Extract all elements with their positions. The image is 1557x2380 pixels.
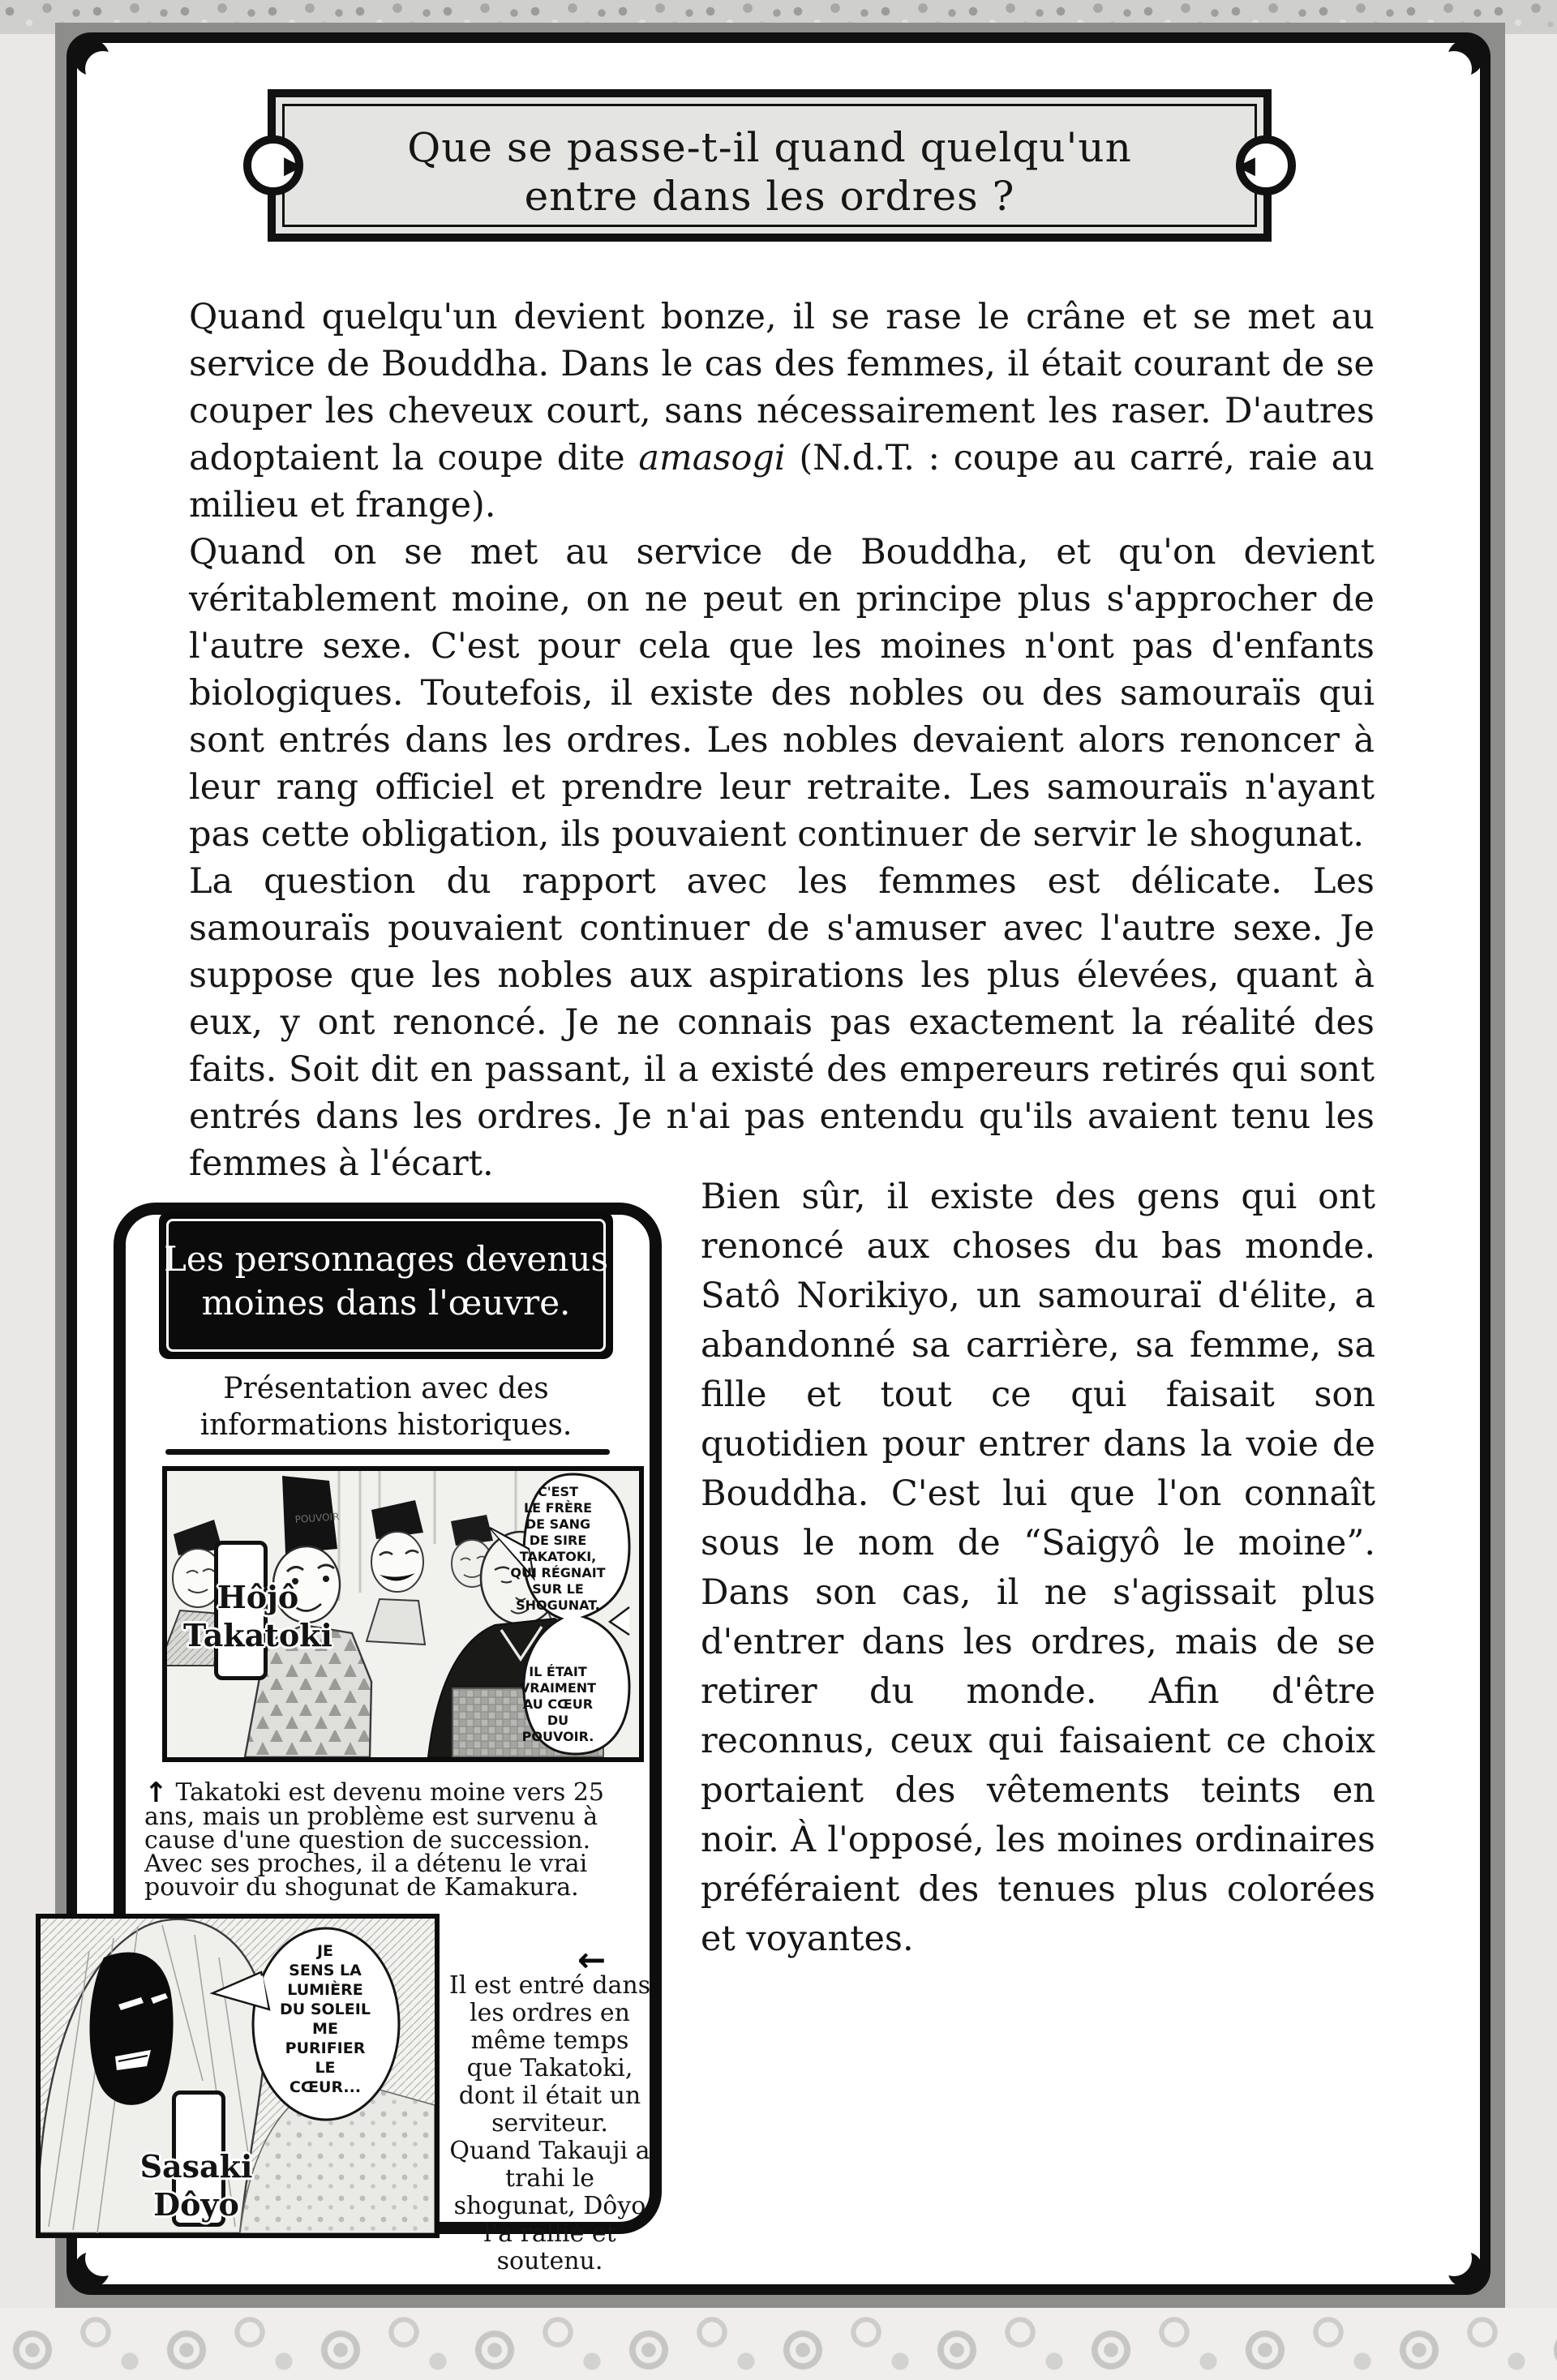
bubble-line: LE (315, 2059, 336, 2077)
bubble-line: SHOGUNAT. (516, 1597, 600, 1613)
bubble-line: DE SIRE (529, 1533, 587, 1548)
courtier-mustache (367, 1500, 425, 1645)
bubble-line: LE FRÈRE (523, 1500, 593, 1516)
bottom-ornament-band (0, 2308, 1557, 2380)
paragraph-3: La question du rapport avec les femmes est délicate. Les samouraïs pouvaient continuer de s'amuser avec l'autre sexe. Je suppose que les nobles aux aspirations les plus élevées, quant à eux, y ont renoncé. Je ne connais pas exactement la réalité des faits. Soit dit en passant, il a existé des empereurs retirés qui sont entrés dans les ordres. Je n'ai pas entendu qu'ils avaient tenu les femmes à l'écart. (189, 861, 1375, 1184)
up-arrow-icon: ↑ (144, 1777, 168, 1809)
bubble-line: PURIFIER (285, 2039, 366, 2057)
paragraph-1-text: Quand quelqu'un devient bonze, il se rase le crâne et se met au service de Bouddha. Dans le cas des femmes, il était courant de se couper les cheveux court, sans nécessairement les raser. D'autres adoptaient la coupe dite (189, 297, 1375, 478)
bubble-line: VRAIMENT (519, 1680, 597, 1696)
bubble-line: TAKATOKI, (519, 1549, 597, 1564)
right-pointing-triangle-icon: ▶ (284, 151, 303, 180)
title-line-2: entre dans les ordres ? (524, 173, 1015, 220)
hat-word: POUVOIR (294, 1511, 340, 1525)
title-banner (268, 89, 1272, 242)
bubble-line: C'EST (537, 1484, 578, 1499)
bubble-line: SENS LA (289, 1962, 362, 1979)
divider-rule (165, 1449, 610, 1455)
corner-notch (1448, 2252, 1483, 2288)
bubble-line: JE (316, 1942, 334, 1960)
character-box-header-text (159, 1237, 613, 1325)
bubble-line: CŒUR... (289, 2078, 362, 2096)
character-box-header (159, 1211, 613, 1359)
manga-panel-takatoki (162, 1466, 644, 1762)
speech-bubble-text-1 (488, 1484, 628, 1614)
header-line-2: moines dans l'œuvre. (201, 1283, 571, 1323)
speech-bubble-text-2 (493, 1664, 623, 1745)
corner-notch (1448, 40, 1483, 75)
bubble-line: AU CŒUR (522, 1696, 594, 1712)
name-line-1: Hôjô (217, 1579, 299, 1615)
left-pointing-triangle-icon: ◀ (1236, 151, 1255, 180)
bubble-line: ME (312, 2020, 338, 2038)
page-title (276, 123, 1263, 221)
title-line-1: Que se passe-t-il quand quelqu'un (407, 124, 1132, 171)
subtitle-line-2: informations historiques. (199, 1409, 573, 1442)
character-box-subtitle (159, 1370, 613, 1443)
caption-doyo: Il est entré dans les ordres en même temps que Takatoki, dont il était un serviteur. Quand Takauji a trahi le shogunat, Dôyo l'a rallié et soutenu. (448, 1971, 651, 2275)
bubble-line: POUVOIR. (521, 1729, 594, 1744)
right-column-text: Bien sûr, il existe des gens qui ont renoncé aux choses du bas monde. Satô Norikiyo, un samouraï d'élite, a abandonné sa carrière, sa femme, sa fille et tout ce qui faisait son quotidien pour entrer dans la voie de Bouddha. C'est lui que l'on connaît sous le nom de “Saigyô le moine”. Dans son cas, il ne s'agissait plus d'entrer dans les ordres, mais de se retirer du monde. Afin d'être reconnus, ceux qui faisaient ce choix portaient des vêtements teints en noir. À l'opposé, les moines ordinaires préféraient des tenues plus colorées et voyantes. (701, 1177, 1375, 1959)
name-line-2: Dôyo (153, 2186, 239, 2223)
name-line-1: Sasaki (139, 2148, 253, 2185)
corner-notch (74, 2252, 109, 2288)
manga-panel-doyo (36, 1914, 440, 2238)
intro-text (189, 294, 1375, 1187)
character-name-takatoki (162, 1578, 363, 1654)
bubble-line: DU (547, 1713, 569, 1728)
caption-takatoki-text: Takatoki est devenu moine vers 25 ans, mais un problème est survenu à cause d'une question de succession. Avec ses proches, il a détenu le vrai pouvoir du shogunat de Kamakura. (144, 1778, 605, 1902)
paragraph-1-end: (N.d.T. : coupe au carré, raie au milieu et frange). (189, 438, 1375, 525)
caption-takatoki (144, 1777, 642, 1902)
bubble-line: QUI RÉGNAIT (510, 1565, 606, 1580)
name-line-2: Takatoki (183, 1617, 332, 1653)
paragraph-2: Quand on se met au service de Bouddha, et qu'on devient véritablement moine, on ne peut en principe plus s'approcher de l'autre sexe. C'est pour cela que les moines n'ont pas d'enfants biologiques. Toutefois, il existe des nobles ou des samouraïs qui sont entrés dans les ordres. Les nobles devaient alors renoncer à leur rang officiel et prendre leur retraite. Les samouraïs n'ayant pas cette obligation, ils pouvaient continuer de servir le shogunat. (189, 532, 1375, 855)
corner-notch (74, 40, 109, 75)
bubble-line: DU SOLEIL (280, 2000, 371, 2018)
paragraph-1-italic-term: amasogi (638, 438, 786, 478)
subtitle-line-1: Présentation avec des (223, 1372, 549, 1405)
bubble-line: LUMIÈRE (287, 1981, 363, 1999)
speech-bubble-text (256, 1941, 394, 2097)
left-arrow-icon: ← (577, 1940, 607, 1979)
character-name-doyo (91, 2147, 302, 2223)
bubble-line: SUR LE (532, 1581, 584, 1597)
paragraph-1 (189, 294, 1375, 529)
bubble-line: DE SANG (525, 1516, 591, 1532)
header-line-1: Les personnages devenus (163, 1239, 609, 1279)
bubble-line: IL ÉTAIT (529, 1664, 587, 1679)
